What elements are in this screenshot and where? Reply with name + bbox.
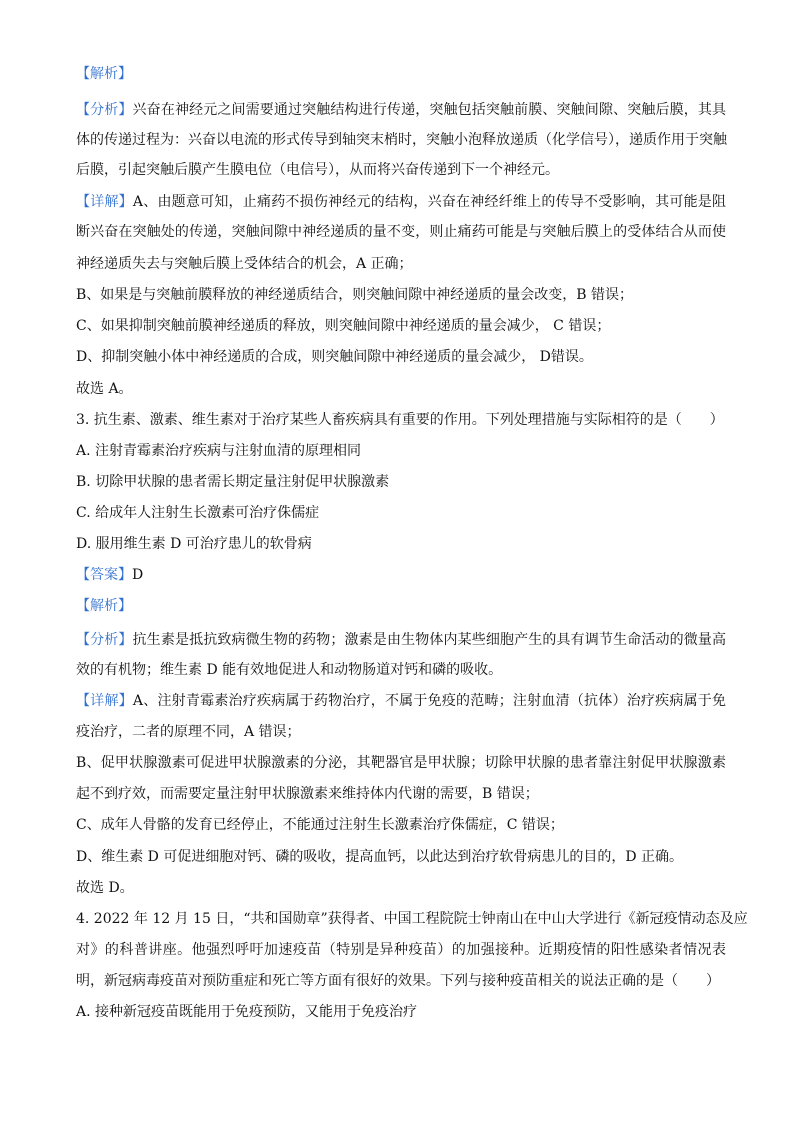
q3-option-b: B. 切除甲状腺的患者需长期定量注射促甲状腺激素 (76, 474, 390, 490)
q3-option-d: D. 服用维生素 D 可治疗患儿的软骨病 (76, 536, 312, 552)
jiexi-tag: 【解析】 (76, 66, 132, 82)
answer-tag: 【答案】 (76, 567, 132, 583)
q4-stem-line-3: 明，新冠病毒疫苗对预防重症和死亡等方面有很好的效果。下列与接种疫苗相关的说法正确的是（ ） (76, 973, 720, 989)
q2-conclusion: 故选 A。 (76, 381, 133, 397)
xiangjie-tag: 【详解】 (76, 693, 133, 709)
q3-jiexi-heading (76, 597, 726, 615)
q2-xiangjie-line-5: C、如果抑制突触前膜神经递质的释放，则突触间隙中神经递质的量会减少， C 错误； (76, 318, 611, 334)
q3-stem: 3. 抗生素、激素、维生素对于治疗某些人畜疾病具有重要的作用。下列处理措施与实际相符的是（ ） (76, 412, 724, 428)
q3-fenxi-line-2: 效的有机物；维生素 D 能有效地促进人和动物肠道对钙和磷的吸收。 (76, 662, 503, 678)
fenxi-tag: 【分析】 (76, 632, 133, 648)
q3-option-a: A. 注射青霉素治疗疾病与注射血清的原理相同 (76, 443, 362, 459)
q3-fenxi-text: 抗生素是抵抗致病微生物的药物；激素是由生物体内某些细胞产生的具有调节生命活动的微量高 (132, 632, 727, 648)
q2-jiexi-heading (76, 65, 726, 83)
q3-conclusion: 故选 D。 (76, 880, 134, 896)
q3-xiangjie-line-6: D、维生素 D 可促进细胞对钙、磷的吸收，提高血钙，以此达到治疗软骨病患儿的目的，D 正确。 (76, 849, 684, 865)
q2-fenxi-line-1 (76, 101, 726, 119)
fenxi-tag: 【分析】 (76, 102, 133, 118)
q3-xiangjie-text: A、注射青霉素治疗疾病属于药物治疗，不属于免疫的范畴；注射血清（抗体）治疗疾病属于免 (132, 693, 727, 709)
q3-xiangjie-line-2: 疫治疗，二者的原理不同，A 错误； (76, 724, 301, 740)
q2-xiangjie-text: A、由题意可知，止痛药不损伤神经元的结构，兴奋在神经纤维上的传导不受影响，其可能是阻 (132, 194, 727, 210)
q2-xiangjie-line-1 (76, 193, 726, 211)
q3-xiangjie-line-3: B、促甲状腺激素可促进甲状腺激素的分泌，其靶器官是甲状腺；切除甲状腺的患者靠注射促甲状腺激素 (76, 755, 726, 771)
q2-fenxi-line-2: 体的传递过程为：兴奋以电流的形式传导到轴突末梢时，突触小泡释放递质（化学信号），递质作用于突触 (76, 132, 727, 148)
q2-xiangjie-line-3: 神经递质失去与突触后膜上受体结合的机会，A 正确； (76, 256, 413, 272)
q3-fenxi-line-1 (76, 631, 726, 649)
q2-xiangjie-line-4: B、如果是与突触前膜释放的神经递质结合，则突触间隙中神经递质的量会改变，B 错误； (76, 287, 634, 303)
q3-xiangjie-line-5: C、成年人骨骼的发育已经停止，不能通过注射生长激素治疗侏儒症，C 错误； (76, 817, 564, 833)
q3-xiangjie-line-4: 起不到疗效，而需要定量注射甲状腺激素来维持体内代谢的需要，B 错误； (76, 786, 539, 802)
q3-xiangjie-line-1 (76, 692, 726, 710)
xiangjie-tag: 【详解】 (76, 194, 133, 210)
jiexi-tag: 【解析】 (76, 598, 132, 614)
q3-option-c: C. 给成年人注射生长激素可治疗侏儒症 (76, 505, 320, 521)
q2-fenxi-line-3: 后膜，引起突触后膜产生膜电位（电信号），从而将兴奋传递到下一个神经元。 (76, 162, 559, 178)
q2-fenxi-text: 兴奋在神经元之间需要通过突触结构进行传递，突触包括突触前膜、突触间隙、突触后膜，其具 (132, 102, 727, 118)
q4-stem-line-2: 对》的科普讲座。他强烈呼吁加速疫苗（特别是异种疫苗）的加强接种。近期疫情的阳性感染者情况表 (76, 942, 726, 958)
q2-xiangjie-line-2: 断兴奋在突触处的传递，突触间隙中神经递质的量不变，则止痛药可能是与突触后膜上的受体结合从而使 (76, 224, 726, 240)
q4-stem-line-1: 4. 2022 年 12 月 15 日，“共和国勋章”获得者、中国工程院院士钟南山在中山大学进行《新冠疫情动态及应 (76, 911, 748, 927)
q4-option-a: A. 接种新冠疫苗既能用于免疫预防，又能用于免疫治疗 (76, 1004, 418, 1020)
answer-value: D (132, 567, 144, 583)
q3-answer (76, 566, 726, 584)
q2-xiangjie-line-6: D、抑制突触小体中神经递质的合成，则突触间隙中神经递质的量会减少， D错误。 (76, 349, 593, 365)
